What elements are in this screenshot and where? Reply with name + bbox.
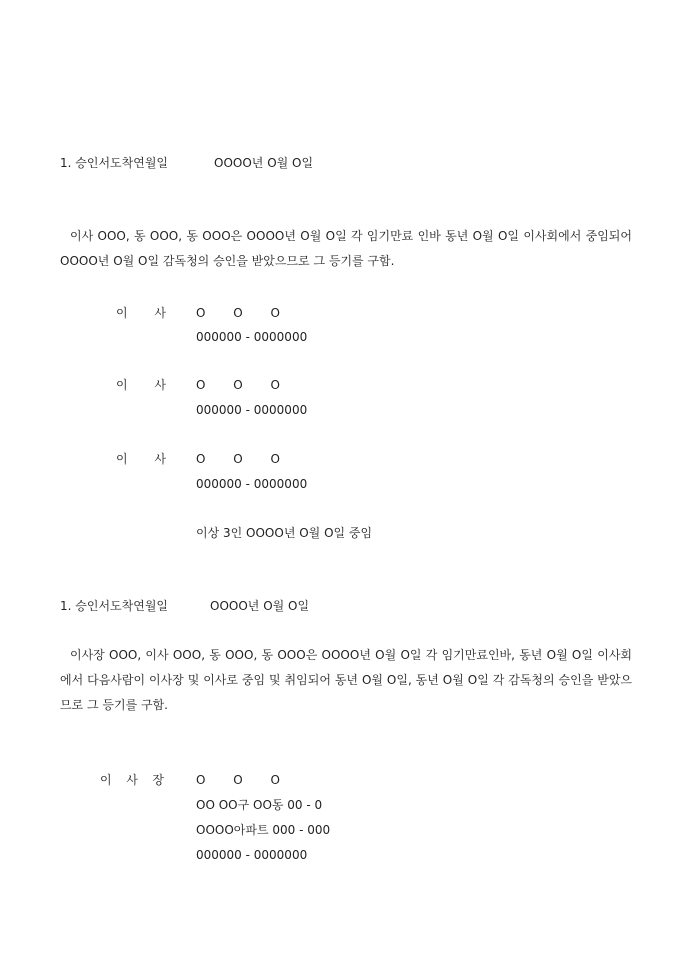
name-char: O	[270, 773, 280, 787]
chairman-name	[196, 772, 280, 788]
role-char: 사	[154, 452, 166, 466]
chairman-role	[100, 772, 164, 788]
name-char: O	[196, 452, 206, 466]
person1-name	[196, 305, 280, 321]
person2-role	[116, 377, 166, 393]
section1-paragraph: 이사 OOO, 동 OOO, 동 OOO은 OOOO년 O월 O일 각 임기만료 인바 동년 O월 O일 이사회에서 중임되어 OOOO년 O월 O일 감독청의 승인을 받았으므로 그 등기를 구함.	[60, 229, 632, 268]
name-char: O	[270, 378, 280, 392]
role-char: 이	[116, 452, 128, 466]
chairman-id-number: 000000 - 0000000	[196, 848, 308, 862]
name-char: O	[270, 452, 280, 466]
person2-name	[196, 377, 280, 393]
role-char: 이	[116, 306, 128, 320]
name-char: O	[270, 306, 280, 320]
role-char: 장	[152, 773, 164, 787]
person2-id-number: 000000 - 0000000	[196, 403, 308, 417]
person1-id-number: 000000 - 0000000	[196, 330, 308, 344]
name-char: O	[196, 306, 206, 320]
name-char: O	[196, 773, 206, 787]
section2-heading-label: 1. 승인서도착연월일	[60, 599, 169, 613]
section2-paragraph: 이사장 OOO, 이사 OOO, 동 OOO, 동 OOO은 OOOO년 O월 O일 각 임기만료인바, 동년 O월 O일 이사회에서 다음사람이 이사장 및 이사로 중임 및 취임되어 동년 O월 O일, 동년 O월 O일 각 감독청의 승인을 받았으므로 그 등기를 구함.	[60, 648, 632, 712]
name-char: O	[233, 378, 243, 392]
role-char: 이	[100, 773, 112, 787]
role-char: 사	[154, 378, 166, 392]
section1-summary: 이상 3인 OOOO년 O월 O일 중임	[196, 526, 373, 540]
chairman-address-line1: OO OO구 OO동 00 - 0	[196, 798, 323, 812]
section1-heading-date: OOOO년 O월 O일	[214, 156, 314, 170]
role-char: 이	[116, 378, 128, 392]
name-char: O	[233, 452, 243, 466]
person1-role	[116, 305, 166, 321]
person3-name	[196, 451, 280, 467]
person3-id-number: 000000 - 0000000	[196, 477, 308, 491]
person3-role	[116, 451, 166, 467]
section2-heading-date: OOOO년 O월 O일	[210, 599, 310, 613]
section1-heading-label: 1. 승인서도착연월일	[60, 156, 169, 170]
chairman-address-line2: OOOO아파트 000 - 000	[196, 823, 331, 837]
role-char: 사	[126, 773, 138, 787]
name-char: O	[233, 306, 243, 320]
name-char: O	[233, 773, 243, 787]
role-char: 사	[154, 306, 166, 320]
name-char: O	[196, 378, 206, 392]
